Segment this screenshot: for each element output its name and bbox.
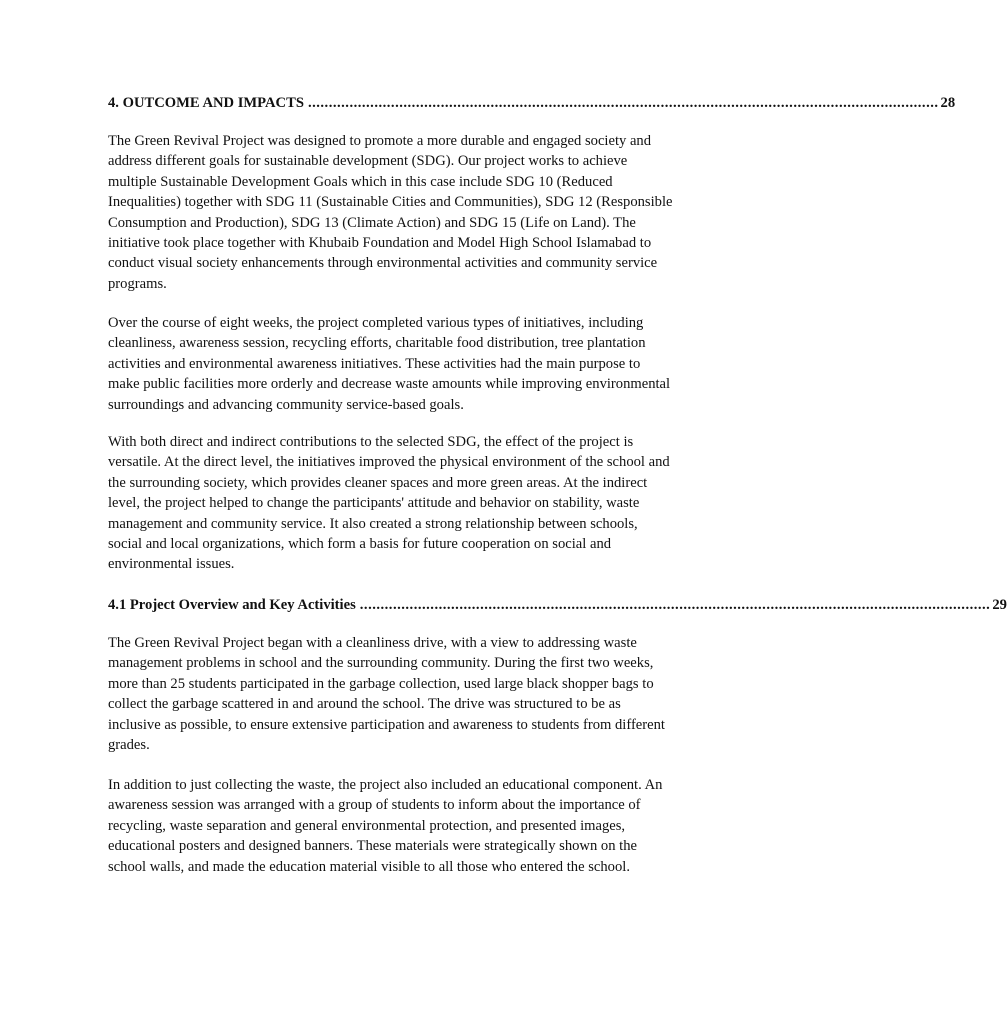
toc-heading-outcome-and-impacts xyxy=(108,93,956,113)
toc-page-number: 28 xyxy=(940,95,956,111)
toc-leader-dots: ........................................................................................................................................................ xyxy=(307,95,939,111)
paragraph-cleanliness-drive: The Green Revival Project began with a cleanliness drive, with a view to addressing waste management problems in school and the surrounding community. During the first two weeks, more than 25 students participated in the garbage collection, used large black shopper bags to collect the garbage scattered in and around the school. The drive was structured to be as inclusive as possible, to ensure extensive participation and awareness to students from different grades. xyxy=(108,635,665,754)
toc-page-number: 29 xyxy=(992,597,1007,613)
paragraph-awareness-session: In addition to just collecting the waste, the project also included an educational component. An awareness session was arranged with a group of students to inform about the importance of recycling, waste separation and general environmental protection, and presented images, educational posters and designed banners. These materials were strategically shown on the school walls, and made the education material visible to all those who entered the school. xyxy=(108,777,663,875)
paragraph-direct-indirect: With both direct and indirect contributions to the selected SDG, the effect of the project is versatile. At the direct level, the initiatives improved the physical environment of the school and the surrounding society, which provides cleaner spaces and more green areas. At the indirect level, the project helped to change the participants' attitude and behavior on stability, waste management and community service. It also created a strong relationship between schools, social and local organizations, which form a basis for future cooperation on social and environmental issues. xyxy=(108,434,670,573)
paragraph-eight-weeks: Over the course of eight weeks, the project completed various types of initiatives, including cleanliness, awareness session, recycling efforts, charitable food distribution, tree plantation activities and environmental awareness initiatives. These activities had the main purpose to make public facilities more orderly and decrease waste amounts while improving environmental surroundings and advancing community service-based goals. xyxy=(108,315,671,413)
toc-leader-dots: ........................................................................................................................................................ xyxy=(359,597,991,613)
toc-heading-title: 4.1 Project Overview and Key Activities xyxy=(108,597,356,613)
toc-heading-title: 4. OUTCOME AND IMPACTS xyxy=(108,95,304,111)
document-page xyxy=(108,0,1007,1024)
paragraph-project-intro: The Green Revival Project was designed to promote a more durable and engaged society and address different goals for sustainable development (SDG). Our project works to achieve multiple Sustainable Development Goals which in this case include SDG 10 (Reduced Inequalities) together with SDG 11 (Sustainable Cities and Communities), SDG 12 (Responsible Consumption and Production), SDG 13 (Climate Action) and SDG 15 (Life on Land). The initiative took place together with Khubaib Foundation and Model High School Islamabad to conduct visual society enhancements through environmental activities and community service programs. xyxy=(108,133,673,292)
toc-heading-project-overview xyxy=(108,595,1007,615)
